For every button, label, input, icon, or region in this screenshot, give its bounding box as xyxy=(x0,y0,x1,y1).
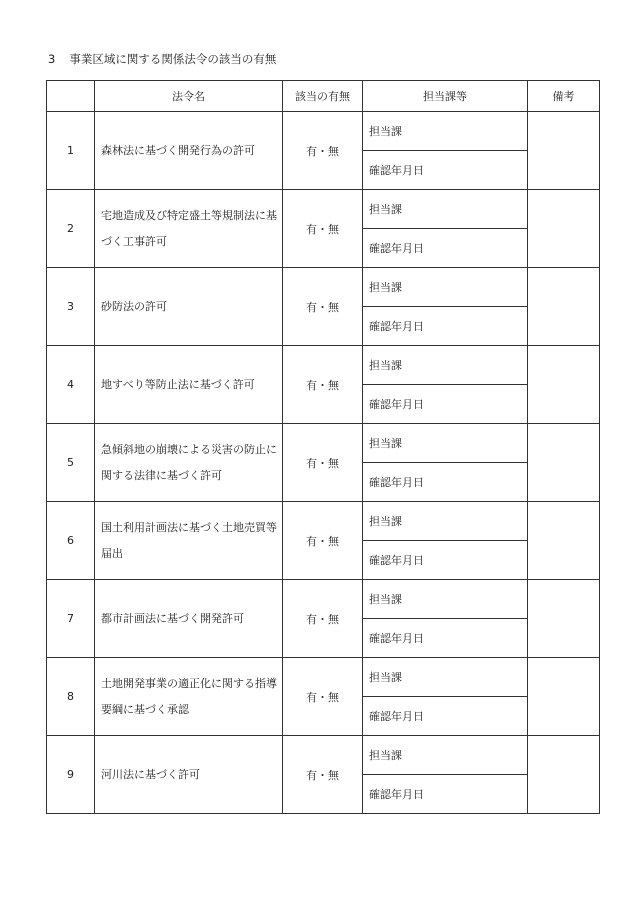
remarks-cell[interactable] xyxy=(528,268,600,346)
remarks-cell[interactable] xyxy=(528,580,600,658)
confirmed-date-cell[interactable]: 確認年月日 xyxy=(363,541,528,580)
confirmed-date-cell[interactable]: 確認年月日 xyxy=(363,619,528,658)
confirmed-date-cell[interactable]: 確認年月日 xyxy=(363,229,528,268)
table-row xyxy=(47,190,600,229)
header-no xyxy=(47,81,95,112)
law-name: 河川法に基づく許可 xyxy=(95,736,283,814)
law-name: 砂防法の許可 xyxy=(95,268,283,346)
table-row xyxy=(47,424,600,463)
remarks-cell[interactable] xyxy=(528,346,600,424)
row-number: 2 xyxy=(47,190,95,268)
row-number: 9 xyxy=(47,736,95,814)
law-name: 都市計画法に基づく開発許可 xyxy=(95,580,283,658)
department-cell[interactable]: 担当課 xyxy=(363,112,528,151)
table-row xyxy=(47,112,600,151)
applicable-choice[interactable]: 有・無 xyxy=(283,658,363,736)
law-name: 国土利用計画法に基づく土地売買等届出 xyxy=(95,502,283,580)
section-heading xyxy=(48,51,276,67)
table-row xyxy=(47,346,600,385)
department-cell[interactable]: 担当課 xyxy=(363,346,528,385)
remarks-cell[interactable] xyxy=(528,736,600,814)
laws-table xyxy=(46,80,600,814)
section-number: 3 xyxy=(48,52,56,66)
applicable-choice[interactable]: 有・無 xyxy=(283,580,363,658)
section-title: 事業区域に関する関係法令の該当の有無 xyxy=(69,52,277,66)
remarks-cell[interactable] xyxy=(528,502,600,580)
row-number: 3 xyxy=(47,268,95,346)
law-name: 宅地造成及び特定盛土等規制法に基づく工事許可 xyxy=(95,190,283,268)
department-cell[interactable]: 担当課 xyxy=(363,736,528,775)
header-department: 担当課等 xyxy=(363,81,528,112)
law-name: 土地開発事業の適正化に関する指導要綱に基づく承認 xyxy=(95,658,283,736)
row-number: 7 xyxy=(47,580,95,658)
row-number: 4 xyxy=(47,346,95,424)
row-number: 5 xyxy=(47,424,95,502)
confirmed-date-cell[interactable]: 確認年月日 xyxy=(363,463,528,502)
law-name: 森林法に基づく開発行為の許可 xyxy=(95,112,283,190)
law-name: 急傾斜地の崩壊による災害の防止に関する法律に基づく許可 xyxy=(95,424,283,502)
table-body xyxy=(47,112,600,814)
department-cell[interactable]: 担当課 xyxy=(363,190,528,229)
table-row xyxy=(47,268,600,307)
department-cell[interactable]: 担当課 xyxy=(363,502,528,541)
remarks-cell[interactable] xyxy=(528,658,600,736)
applicable-choice[interactable]: 有・無 xyxy=(283,268,363,346)
table-header-row xyxy=(47,81,600,112)
table-row xyxy=(47,658,600,697)
department-cell[interactable]: 担当課 xyxy=(363,658,528,697)
applicable-choice[interactable]: 有・無 xyxy=(283,346,363,424)
confirmed-date-cell[interactable]: 確認年月日 xyxy=(363,385,528,424)
department-cell[interactable]: 担当課 xyxy=(363,580,528,619)
table-row xyxy=(47,736,600,775)
applicable-choice[interactable]: 有・無 xyxy=(283,736,363,814)
law-name: 地すべり等防止法に基づく許可 xyxy=(95,346,283,424)
header-remarks: 備考 xyxy=(528,81,600,112)
row-number: 1 xyxy=(47,112,95,190)
confirmed-date-cell[interactable]: 確認年月日 xyxy=(363,697,528,736)
applicable-choice[interactable]: 有・無 xyxy=(283,190,363,268)
header-law-name: 法令名 xyxy=(95,81,283,112)
confirmed-date-cell[interactable]: 確認年月日 xyxy=(363,151,528,190)
table-row xyxy=(47,580,600,619)
remarks-cell[interactable] xyxy=(528,112,600,190)
applicable-choice[interactable]: 有・無 xyxy=(283,112,363,190)
applicable-choice[interactable]: 有・無 xyxy=(283,424,363,502)
applicable-choice[interactable]: 有・無 xyxy=(283,502,363,580)
department-cell[interactable]: 担当課 xyxy=(363,268,528,307)
remarks-cell[interactable] xyxy=(528,424,600,502)
row-number: 6 xyxy=(47,502,95,580)
header-applicable: 該当の有無 xyxy=(283,81,363,112)
confirmed-date-cell[interactable]: 確認年月日 xyxy=(363,775,528,814)
remarks-cell[interactable] xyxy=(528,190,600,268)
confirmed-date-cell[interactable]: 確認年月日 xyxy=(363,307,528,346)
department-cell[interactable]: 担当課 xyxy=(363,424,528,463)
row-number: 8 xyxy=(47,658,95,736)
table-row xyxy=(47,502,600,541)
